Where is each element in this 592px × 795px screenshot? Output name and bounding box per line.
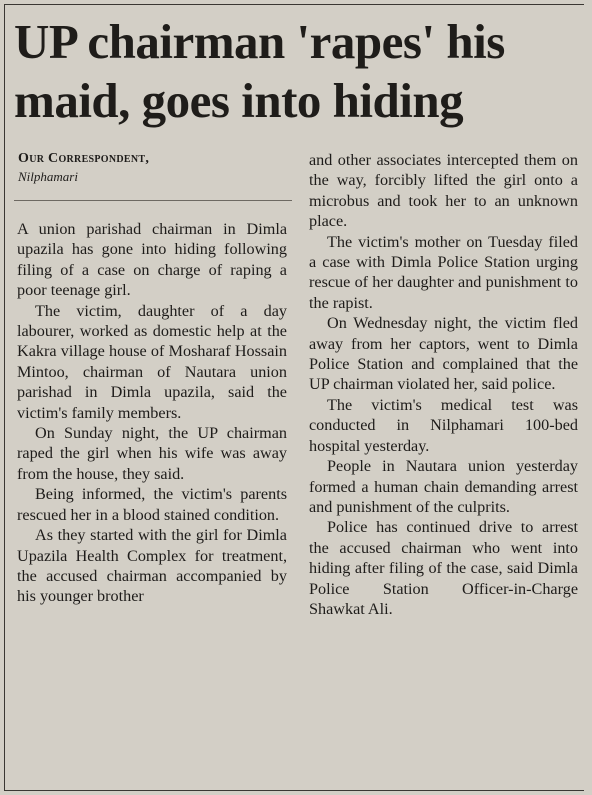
paragraph: The victim's medical test was conducted in Nilphamari 100-bed hospital yesterday. — [309, 395, 578, 455]
paragraph: People in Nautara union yesterday formed a human chain demanding arrest and punishment of the culprits. — [309, 457, 578, 516]
article-column-2 — [309, 150, 578, 619]
article-column-1 — [17, 219, 287, 607]
byline-divider — [14, 200, 292, 201]
byline-author: Our Correspondent, — [18, 151, 150, 166]
headline: UP chairman 'rapes' his maid, goes into hiding — [14, 14, 505, 128]
byline — [18, 150, 288, 186]
paragraph: Being informed, the victim's parents rescued her in a blood stained condition. — [17, 485, 287, 524]
byline-place: Nilphamari — [18, 169, 78, 184]
paragraph: and other associates intercepted them on the way, forcibly lifted the girl onto a microbus and took her to an unknown place. — [309, 151, 578, 231]
paragraph: Police has continued drive to arrest the accused chairman who went into hiding after filing of the case, said Dimla Police Station Officer-in-Charge Shawkat Ali. — [309, 518, 578, 618]
bottom-border-rule — [4, 790, 584, 791]
top-border-rule — [4, 4, 584, 5]
paragraph: The victim, daughter of a day labourer, worked as domestic help at the Kakra village house of Mosharaf Hossain Mintoo, chairman of Nautara union parishad in Dimla upazila, said the victim's family members. — [17, 301, 287, 422]
paragraph: On Sunday night, the UP chairman raped the girl when his wife was away from the house, they said. — [17, 424, 287, 483]
paragraph: As they started with the girl for Dimla Upazila Health Complex for treatment, the accused chairman accompanied by his younger brother — [17, 526, 287, 606]
paragraph: The victim's mother on Tuesday filed a case with Dimla Police Station urging rescue of her daughter and punishment to the rapist. — [309, 232, 578, 312]
left-border-rule — [4, 4, 5, 791]
paragraph: A union parishad chairman in Dimla upazila has gone into hiding following filing of a case on charge of raping a poor teenage girl. — [17, 220, 287, 300]
paragraph: On Wednesday night, the victim fled away from her captors, went to Dimla Police Station and complained that the UP chairman violated her, said police. — [309, 314, 578, 394]
